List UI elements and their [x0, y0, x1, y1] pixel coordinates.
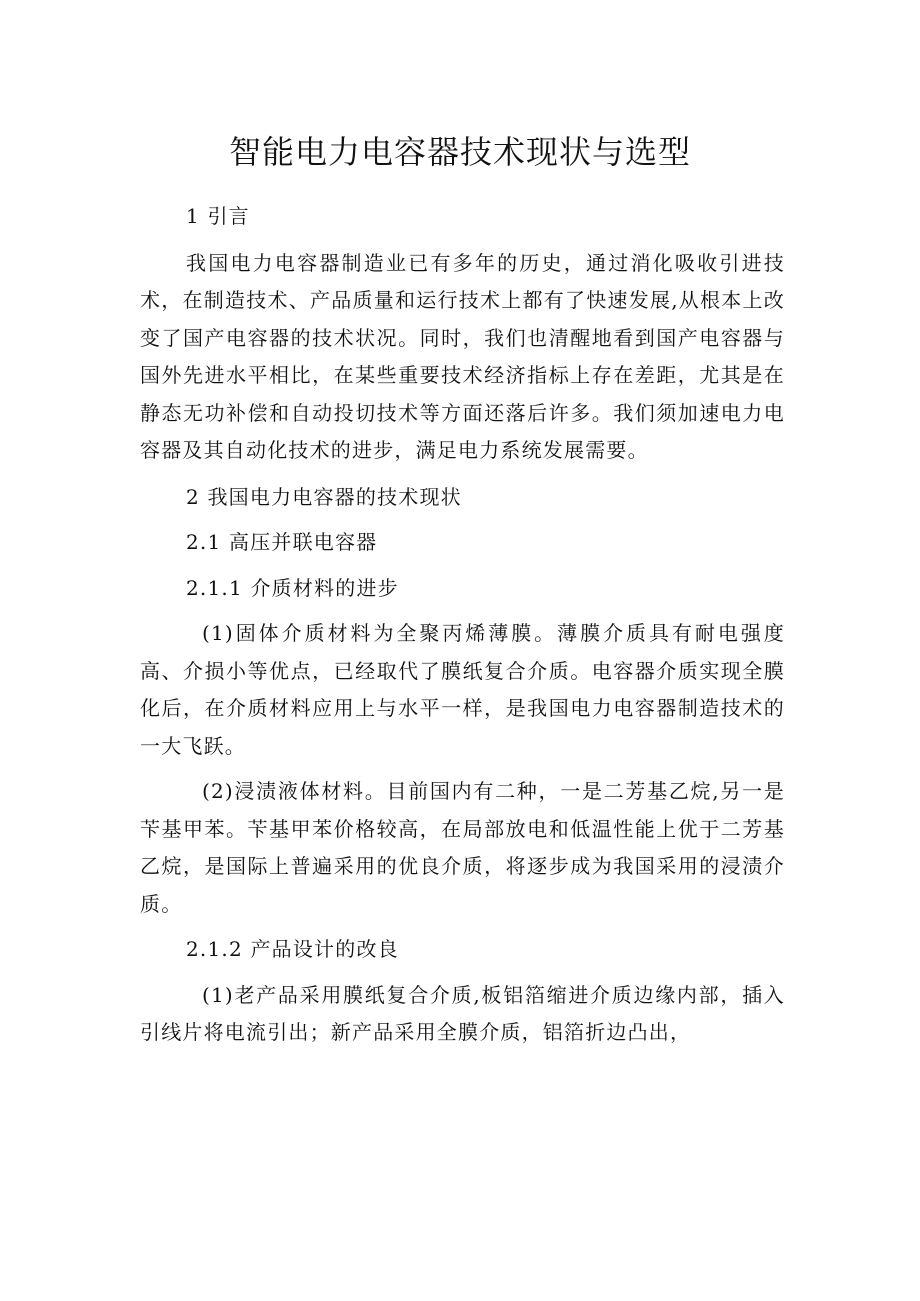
section-heading-technical-status: 2 我国电力电容器的技术现状 — [186, 484, 462, 509]
document-body — [140, 198, 785, 1052]
subsection-heading-dielectric-materials: 2.1.1 介质材料的进步 — [186, 575, 399, 600]
paragraph-product-design: (1)老产品采用膜纸复合介质,板铝箔缩进介质边缘内部，插入引线片将电流引出；新产品采用全膜介质，铝箔折边凸出， — [140, 982, 785, 1044]
paragraph-solid-dielectric: (1)固体介质材料为全聚丙烯薄膜。薄膜介质具有耐电强度高、介损小等优点，已经取代了膜纸复合介质。电容器介质实现全膜化后，在介质材料应用上与水平一样，是我国电力电容器制造技术的一大飞跃。 — [140, 621, 785, 758]
section-heading-introduction: 1 引言 — [186, 204, 250, 228]
subsection-heading-hv-shunt-capacitor: 2.1 高压并联电容器 — [186, 530, 378, 554]
document-title: 智能电力电容器技术现状与选型 — [228, 133, 691, 171]
paragraph-impregnating-liquid: (2)浸渍液体材料。目前国内有二种，一是二芳基乙烷,另一是苄基甲苯。苄基甲苯价格较高，在局部放电和低温性能上优于二芳基乙烷，是国际上普遍采用的优良介质，将逐步成为我国采用的浸渍介质。 — [140, 779, 785, 916]
subsection-heading-product-design: 2.1.2 产品设计的改良 — [186, 937, 399, 961]
paragraph-introduction: 我国电力电容器制造业已有多年的历史，通过消化吸收引进技术，在制造技术、产品质量和运行技术上都有了快速发展,从根本上改变了国产电容器的技术状况。同时，我们也清醒地看到国产电容器与国外先进水平相比，在某些重要技术经济指标上存在差距，尤其是在静态无功补偿和自动投切技术等方面还落后许多。我们须加速电力电容器及其自动化技术的进步，满足电力系统发展需要。 — [140, 250, 785, 462]
